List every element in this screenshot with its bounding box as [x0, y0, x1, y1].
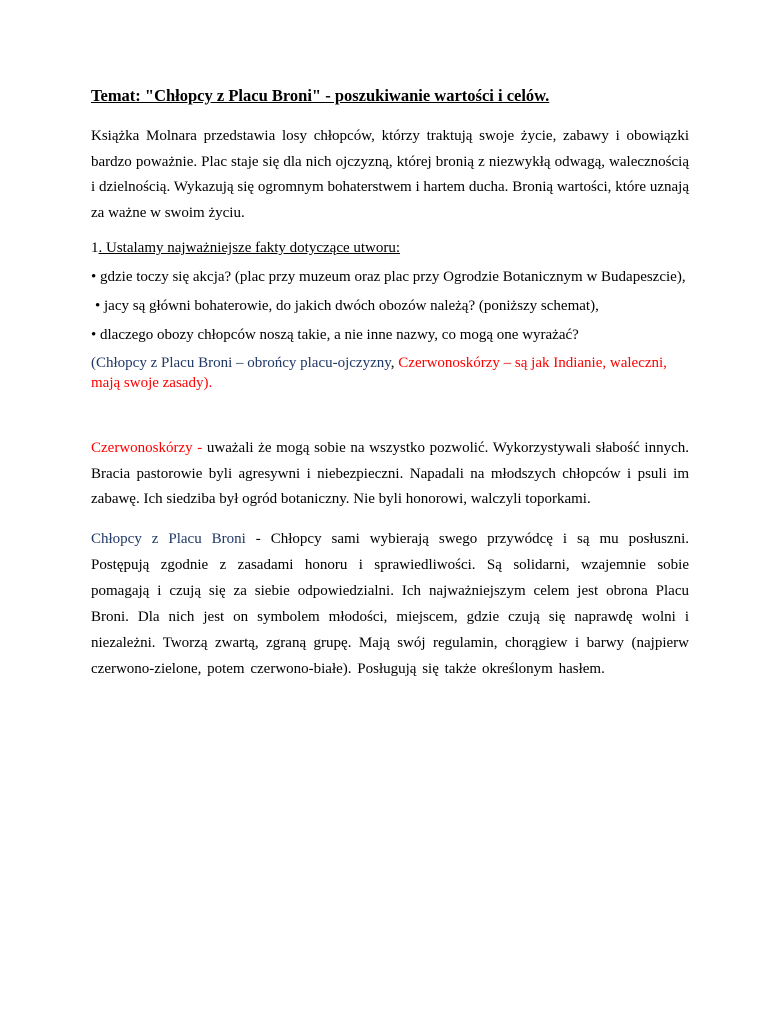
- boys-label: Chłopcy z Placu Broni: [91, 530, 246, 547]
- note-separator: ,: [390, 355, 399, 371]
- redskins-text: uważali że mogą sobie na wszystko pozwolić. Wykorzystywali słabość innych. Bracia pastorowie byli agresywni i niebezpieczni. Napadali na młodszych chłopców i psuli im zabawę. Ich siedziba był ogród botaniczny. Nie byli honorowi, walczyli toporkami.: [91, 440, 689, 507]
- camps-note: [91, 353, 689, 393]
- bullet-item-setting: • gdzie toczy się akcja? (plac przy muzeum oraz plac przy Ogrodzie Botanicznym w Budapeszcie),: [91, 269, 686, 285]
- note-boys-text: Chłopcy z Placu Broni – obrońcy placu-ojczyzny: [96, 355, 391, 371]
- intro-paragraph: Książka Molnara przedstawia losy chłopców, którzy traktują swoje życie, zabawy i obowiązki bardzo poważnie. Plac staje się dla nich ojczyzną, której bronią z niezwykłą odwagą, walecznością i dzielnością. Wykazują się ogromnym bohaterstwem i hartem ducha. Bronią wartości, które uznają za ważne w swoim życiu.: [91, 128, 689, 221]
- boys-text: - Chłopcy sami wybierają swego przywódcę i są mu posłuszni. Postępują zgodnie z zasadami honoru i sprawiedliwości. Są solidarni, wzajemnie sobie pomagają i czują się za siebie odpowiedzialni. Ich najważniejszym celem jest obrona Placu Broni. Dla nich jest on symbolem młodości, miejscem, gdzie czują się naprawdę wolni i niezależni. Tworzą zwartą, zgraną grupę. Mają swój regulamin, chorągiew i barwy (najpierw czerwono-zielone, potem czerwono-białe). Posługują się także określonym hasłem.: [91, 530, 690, 677]
- list-heading-number: 1: [91, 240, 99, 256]
- list-heading-text: . Ustalamy najważniejsze fakty dotyczące utworu:: [98, 240, 401, 256]
- document-title: Temat: "Chłopcy z Placu Broni" - poszukiwanie wartości i celów.: [91, 86, 550, 105]
- boys-paragraph: [91, 526, 689, 682]
- note-redskins-text: Czerwonoskórzy – są jak Indianie, waleczni, mają swoje zasady).: [91, 355, 667, 391]
- redskins-paragraph: [91, 436, 689, 513]
- redskins-label: Czerwonoskórzy -: [91, 440, 207, 456]
- list-heading: [91, 238, 689, 258]
- document-body: [91, 84, 689, 682]
- note-open-paren: (: [91, 355, 96, 371]
- bullet-item-characters: • jacy są główni bohaterowie, do jakich dwóch obozów należą? (poniższy schemat),: [95, 298, 599, 314]
- bullet-item-names: • dlaczego obozy chłopców noszą takie, a nie inne nazwy, co mogą one wyrażać?: [91, 327, 579, 343]
